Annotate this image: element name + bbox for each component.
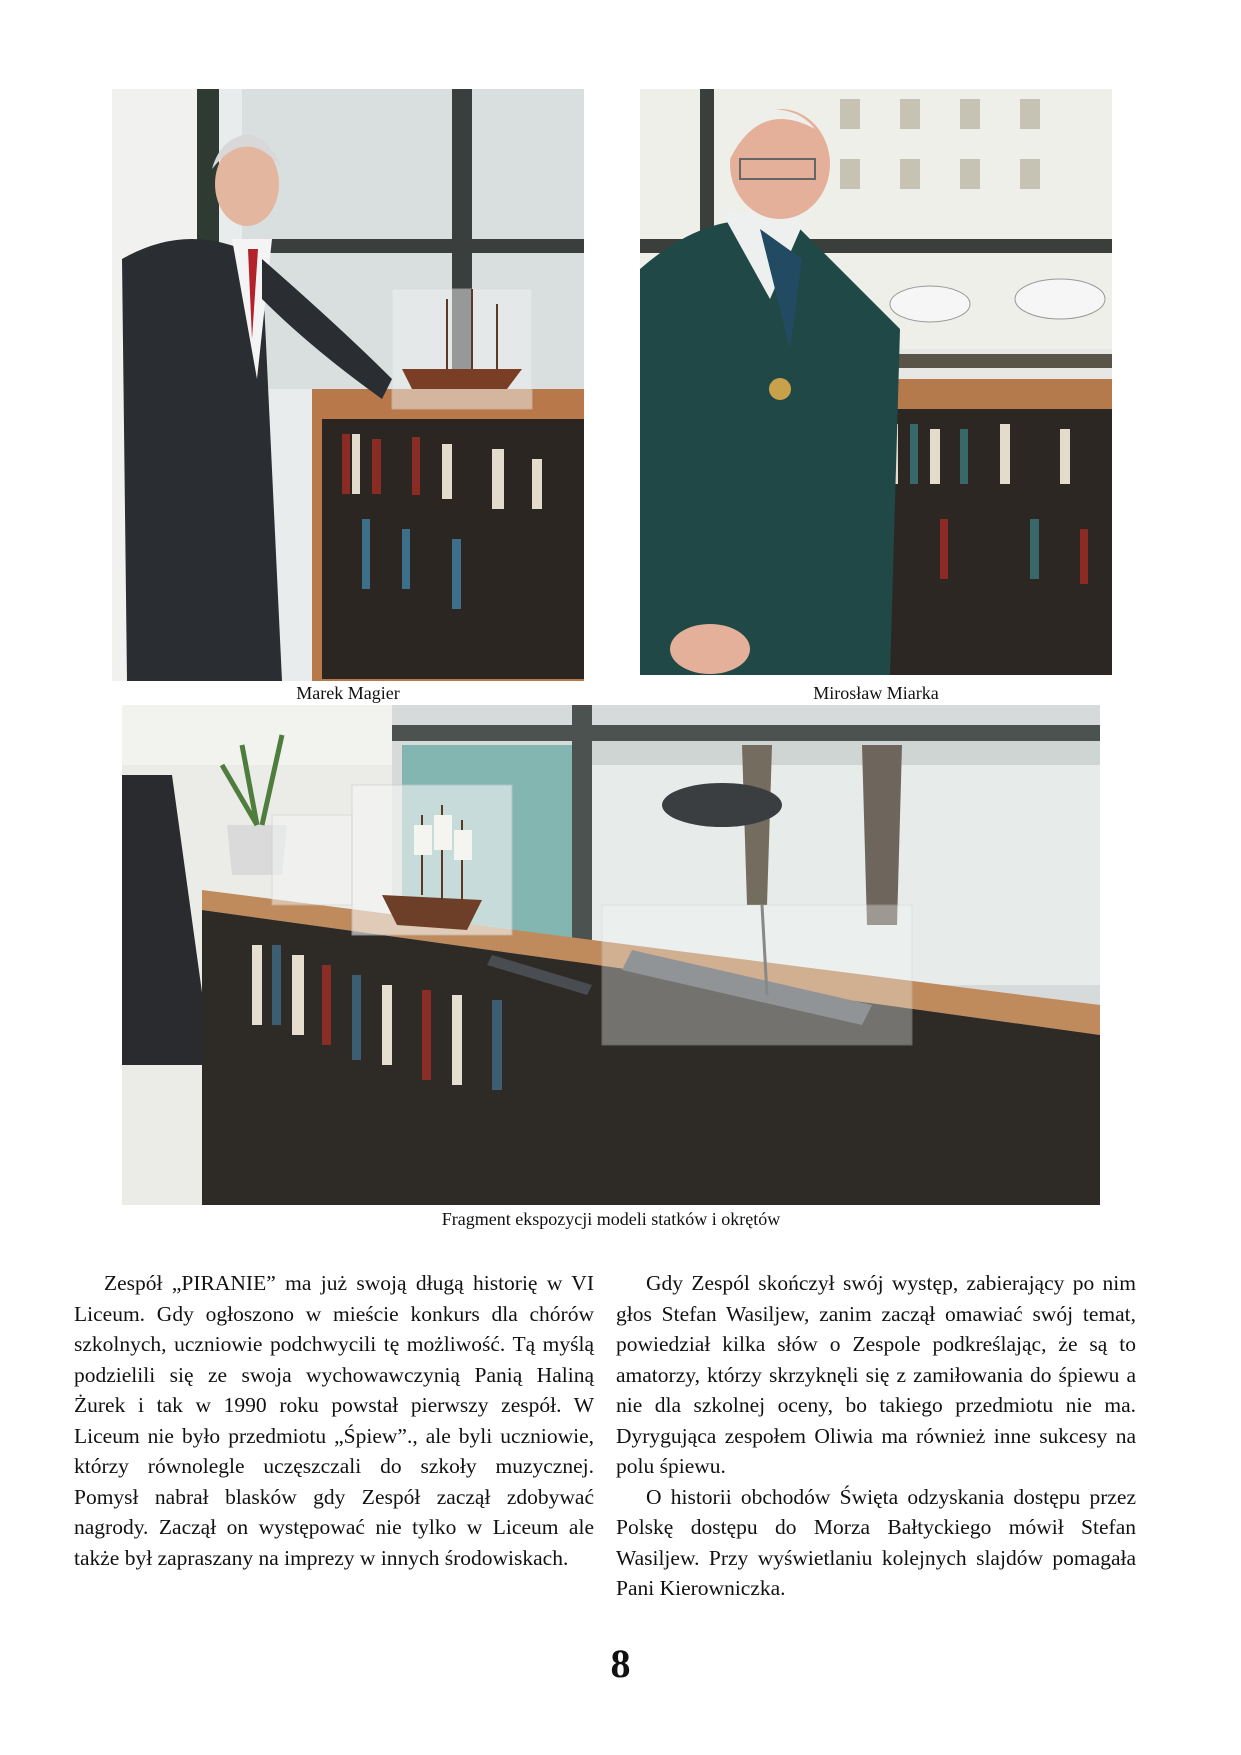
photo-ship-exhibition [122,705,1100,1205]
photo-ship-exhibition-image [122,705,1100,1205]
page-number: 8 [610,1641,631,1686]
photo-caption: Fragment ekspozycji modeli statków i okrętów [441,1209,781,1229]
article-paragraph: O historii obchodów Święta odzyskania dostępu przez Polskę dostępu do Morza Bałtyckiego mówił Stefan Wasiljew. Przy wyświetlaniu kolejnych slajdów pomagała Pani Kierowniczka. [616,1484,1136,1600]
photo-marek-magier-image [112,89,584,681]
photo-caption: Marek Magier [296,683,400,703]
article-right-column [616,1268,1136,1604]
article-paragraph: Zespół „PIRANIE” ma już swoją długą historię w VI Liceum. Gdy ogłoszono w mieście konkurs dla chórów szkolnych, uczniowie podchwycili tę możliwość. Tą myślą podzielili się ze swoja wychowawczynią Panią Haliną Żurek i tak w 1990 roku powstał pierwszy zespół. W Liceum nie było przedmiotu „Śpiew”., ale byli uczniowie, którzy równolegle uczęszczali do szkoły muzycznej. Pomysł nabrał blasków gdy Zespół zaczął zdobywać nagrody. Zaczął on występować nie tylko w Liceum ale także był zapraszany na imprezy w innych środowiskach. [74,1271,594,1570]
photo-caption: Mirosław Miarka [813,683,939,703]
photo-marek-magier [112,89,584,681]
photo-miroslaw-miarka-image [640,89,1112,675]
article-paragraph: Gdy Zespól skończył swój występ, zabierający po nim głos Stefan Wasiljew, zanim zaczął omawiać swój temat, powiedział kilka słów o Zespole podkreślając, że są to amatorzy, którzy skrzyknęli się z zamiłowania do śpiewu a nie dla szkolnej oceny, bo takiego przedmiotu nie ma. Dyrygująca zespołem Oliwia ma również inne sukcesy na polu śpiewu. [616,1271,1136,1478]
photo-miroslaw-miarka [640,89,1112,675]
article-left-column [74,1268,594,1573]
